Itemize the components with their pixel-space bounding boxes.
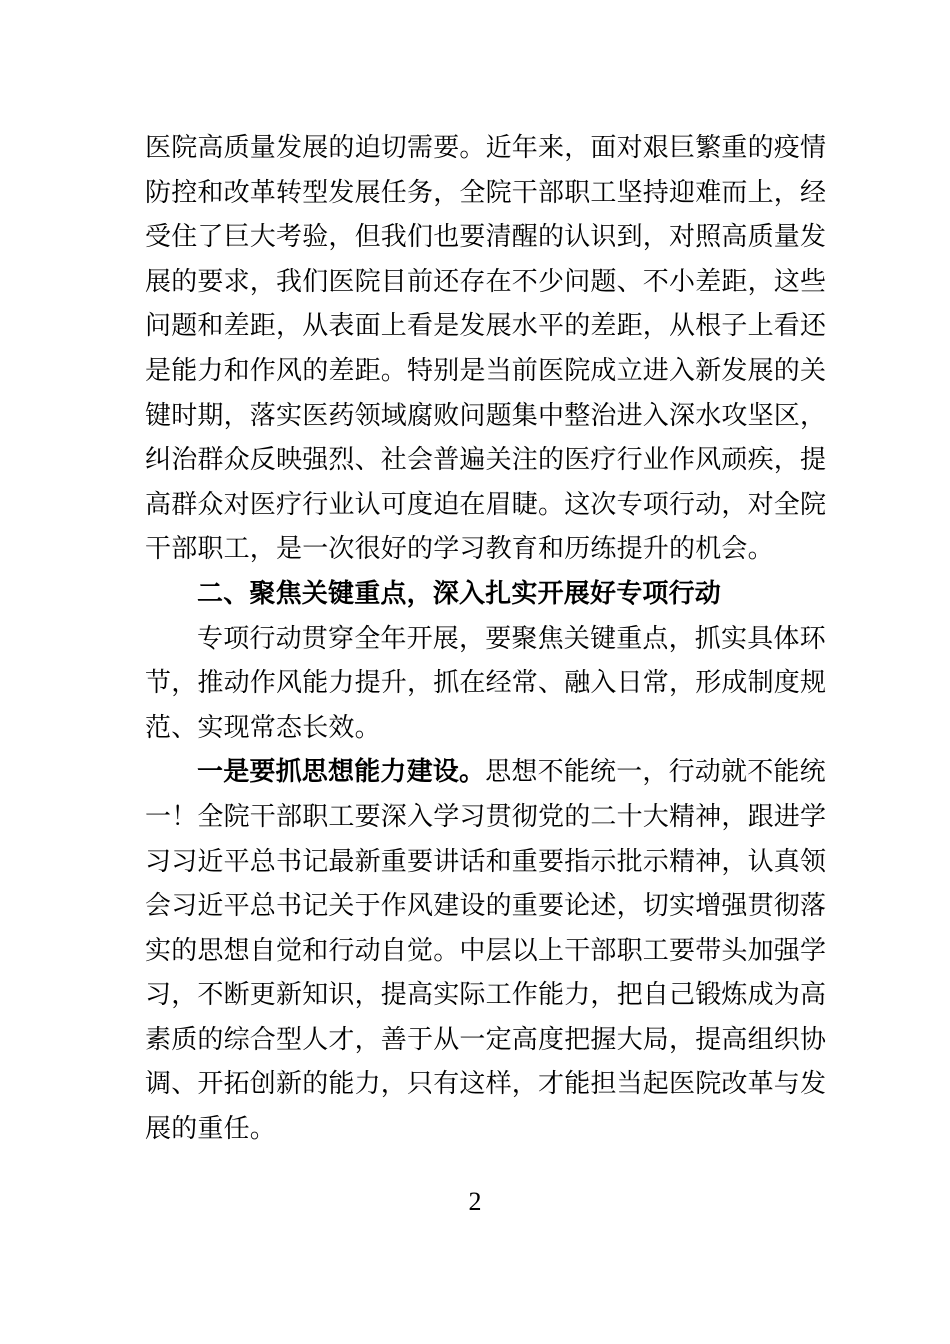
text-line: 受住了巨大考验，但我们也要清醒的认识到，对照高质量发 xyxy=(145,222,827,253)
text-line: 是能力和作风的差距。特别是当前医院成立进入新发展的关 xyxy=(145,355,827,386)
text-line: 问题和差距，从表面上看是发展水平的差距，从根子上看还 xyxy=(145,311,827,342)
text-line: 会习近平总书记关于作风建设的重要论述，切实增强贯彻落 xyxy=(145,891,827,922)
text-line: 调、开拓创新的能力，只有这样，才能担当起医院改革与发 xyxy=(145,1069,827,1100)
text-line: 医院高质量发展的迫切需要。近年来，面对艰巨繁重的疫情 xyxy=(145,133,827,163)
text-line: 范、实现常态长效。 xyxy=(145,712,381,743)
text-line: 纠治群众反映强烈、社会普遍关注的医疗行业作风顽疾，提 xyxy=(145,445,827,476)
text-line: 一！全院干部职工要深入学习贯彻党的二十大精神，跟进学 xyxy=(145,801,827,832)
section-heading: 二、聚焦关键重点，深入扎实开展好专项行动 xyxy=(197,578,722,609)
text-line xyxy=(145,750,826,795)
text-line: 干部职工，是一次很好的学习教育和历练提升的机会。 xyxy=(145,534,774,565)
paragraph-thought-building xyxy=(145,750,827,1151)
text-line: 键时期，落实医药领域腐败问题集中整治进入深水攻坚区， xyxy=(145,400,827,431)
text-line: 节，推动作风能力提升，抓在经常、融入日常，形成制度规 xyxy=(145,668,827,699)
body-text xyxy=(145,126,827,1152)
text-line: 高群众对医疗行业认可度迫在眉睫。这次专项行动，对全院 xyxy=(145,489,827,520)
text-line: 展的重任。 xyxy=(145,1114,277,1145)
paragraph-continuation xyxy=(145,126,827,572)
text-run: 思想不能统一，行动就不能统 xyxy=(485,757,826,788)
text-line: 素质的综合型人才，善于从一定高度把握大局，提高组织协 xyxy=(145,1024,827,1055)
page-number: 2 xyxy=(468,1187,482,1216)
text-line: 防控和改革转型发展任务，全院干部职工坚持迎难而上，经 xyxy=(145,177,827,208)
text-line: 展的要求，我们医院目前还存在不少问题、不小差距，这些 xyxy=(145,266,827,297)
text-line: 实的思想自觉和行动自觉。中层以上干部职工要带头加强学 xyxy=(145,935,827,966)
paragraph-intro xyxy=(145,617,827,751)
text-line: 习，不断更新知识，提高实际工作能力，把自己锻炼成为高 xyxy=(145,980,827,1011)
text-line: 习习近平总书记最新重要讲话和重要指示批示精神，认真领 xyxy=(145,846,827,877)
text-line: 专项行动贯穿全年开展，要聚焦关键重点，抓实具体环 xyxy=(197,623,826,654)
bold-lead-phrase: 一是要抓思想能力建设。 xyxy=(197,757,486,788)
